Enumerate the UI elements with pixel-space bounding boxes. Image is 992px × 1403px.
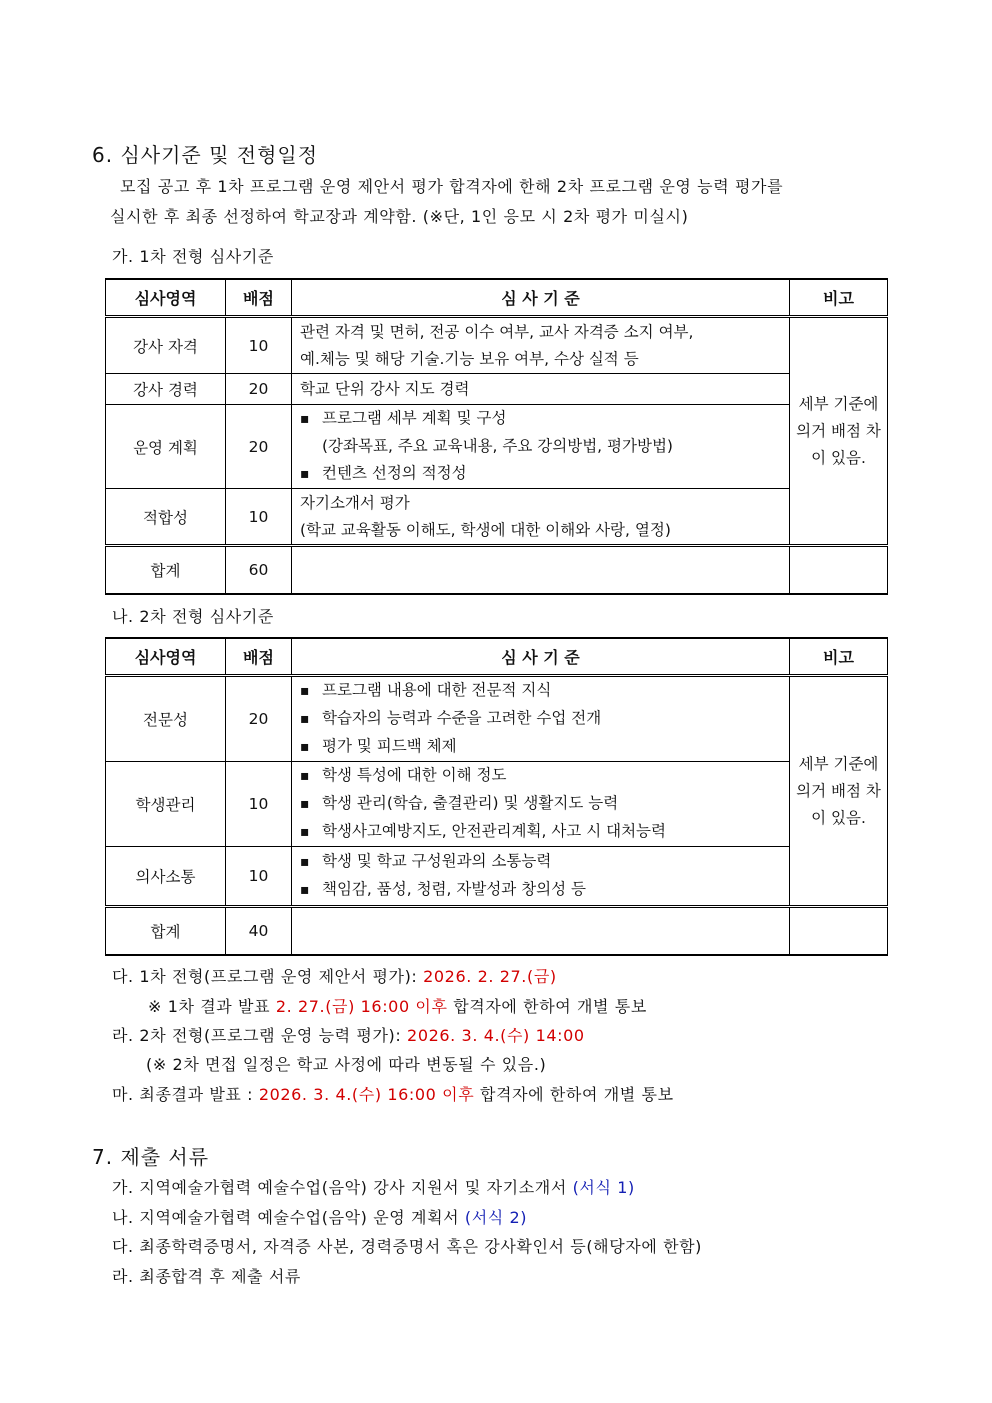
row-area: 학생관리 (106, 762, 226, 847)
header-area: 심사영역 (106, 638, 226, 676)
schedule-c-note-date: 2. 27.(금) 16:00 이후 (275, 997, 448, 1016)
row-area: 강사 경력 (106, 374, 226, 405)
subsection-b-title: 나. 2차 전형 심사기준 (112, 607, 274, 626)
row-score: 20 (226, 374, 292, 405)
first-stage-criteria-table (105, 278, 888, 595)
table-row (106, 374, 888, 405)
total-criteria-empty (292, 907, 790, 956)
schedule-c-label: 다. 1차 전형(프로그램 운영 제안서 평가): (112, 967, 424, 986)
row-criteria (292, 489, 790, 546)
submission-item-a-form: (서식 1) (572, 1178, 635, 1197)
schedule-c (112, 964, 557, 987)
total-criteria-empty (292, 546, 790, 595)
table-row (106, 676, 888, 762)
row-score: 10 (226, 762, 292, 847)
schedule-d (112, 1023, 585, 1046)
row-note: 세부 기준에 의거 배점 차이 있음. (790, 317, 888, 546)
subsection-a-title: 가. 1차 전형 심사기준 (112, 247, 274, 266)
total-label: 합계 (106, 546, 226, 595)
criteria-bullet: ▪ 학습자의 능력과 수준을 고려한 수업 전개 (300, 705, 781, 733)
row-note: 세부 기준에 의거 배점 차이 있음. (790, 676, 888, 907)
total-score: 60 (226, 546, 292, 595)
header-criteria: 심 사 기 준 (292, 279, 790, 317)
criteria-bullet: ▪ 프로그램 세부 계획 및 구성 (300, 405, 781, 433)
row-criteria (292, 317, 790, 374)
schedule-c-date: 2026. 2. 27.(금) (423, 967, 557, 986)
schedule-c-note (148, 994, 647, 1017)
schedule-d-label: 라. 2차 전형(프로그램 운영 능력 평가): (112, 1026, 408, 1045)
table-header-row (106, 279, 888, 317)
criteria-bullet: ▪ 학생사고예방지도, 안전관리계획, 사고 시 대처능력 (300, 818, 781, 846)
table-row (106, 762, 888, 847)
table-header-row (106, 638, 888, 676)
table-row (106, 405, 888, 489)
criteria-bullet: ▪ 학생 특성에 대한 이해 정도 (300, 762, 781, 790)
row-area: 운영 계획 (106, 405, 226, 489)
criteria-bullet: ▪ 학생 및 학교 구성원과의 소통능력 (300, 848, 781, 876)
row-criteria (292, 847, 790, 907)
table-row (106, 317, 888, 374)
row-area: 강사 자격 (106, 317, 226, 374)
row-criteria (292, 405, 790, 489)
row-score: 20 (226, 405, 292, 489)
criteria-bullet: ▪ 책임감, 품성, 청렴, 자발성과 창의성 등 (300, 876, 781, 904)
schedule-e (112, 1082, 674, 1105)
header-note: 비고 (790, 279, 888, 317)
second-stage-criteria-table (105, 637, 888, 956)
table-total-row (106, 546, 888, 595)
header-score: 배점 (226, 279, 292, 317)
section-6-intro-line1: 모집 공고 후 1차 프로그램 운영 제안서 평가 합격자에 한해 2차 프로그램 운영 능력 평가를 (120, 177, 784, 196)
schedule-d-date: 2026. 3. 4.(수) 14:00 (407, 1026, 585, 1045)
criteria-line: 자기소개서 평가 (300, 493, 410, 512)
row-area: 적합성 (106, 489, 226, 546)
header-area: 심사영역 (106, 279, 226, 317)
schedule-c-note-suffix: 합격자에 한하여 개별 통보 (447, 997, 647, 1016)
criteria-bullet: ▪ 컨텐츠 선정의 적정성 (300, 460, 781, 488)
schedule-c-note-prefix: ※ 1차 결과 발표 (148, 997, 276, 1016)
row-criteria: 학교 단위 강사 지도 경력 (292, 374, 790, 405)
total-note-empty (790, 907, 888, 956)
submission-item-a-text: 가. 지역예술가협력 예술수업(음악) 강사 지원서 및 자기소개서 (112, 1178, 573, 1197)
schedule-e-date: 2026. 3. 4.(수) 16:00 이후 (258, 1085, 475, 1104)
schedule-d-note: (※ 2차 면접 일정은 학교 사정에 따라 변동될 수 있음.) (146, 1055, 547, 1074)
row-criteria (292, 762, 790, 847)
header-criteria: 심 사 기 준 (292, 638, 790, 676)
header-note: 비고 (790, 638, 888, 676)
row-criteria (292, 676, 790, 762)
row-score: 10 (226, 317, 292, 374)
total-label: 합계 (106, 907, 226, 956)
criteria-bullet: ▪ 프로그램 내용에 대한 전문적 지식 (300, 677, 781, 705)
schedule-e-label: 마. 최종결과 발표 : (112, 1085, 259, 1104)
total-score: 40 (226, 907, 292, 956)
section-6-intro-line2: 실시한 후 최종 선정하여 학교장과 계약함. (※단, 1인 응모 시 2차 평가 미실시) (110, 207, 689, 226)
submission-item-a (112, 1175, 635, 1198)
criteria-line: 예.체능 및 해당 기술.기능 보유 여부, 수상 실적 등 (300, 349, 639, 368)
table-row (106, 489, 888, 546)
row-score: 10 (226, 847, 292, 907)
table-row (106, 847, 888, 907)
schedule-e-suffix: 합격자에 한하여 개별 통보 (474, 1085, 674, 1104)
submission-item-c: 다. 최종학력증명서, 자격증 사본, 경력증명서 혹은 강사확인서 등(해당자에 한함) (112, 1237, 703, 1256)
row-score: 10 (226, 489, 292, 546)
criteria-bullet: ▪ 학생 관리(학습, 출결관리) 및 생활지도 능력 (300, 790, 781, 818)
criteria-bullet: ▪ 평가 및 피드백 체제 (300, 733, 781, 761)
submission-item-b-form: (서식 2) (464, 1208, 528, 1227)
criteria-line: 관련 자격 및 면허, 전공 이수 여부, 교사 자격증 소지 여부, (300, 322, 694, 341)
row-score: 20 (226, 676, 292, 762)
submission-item-d: 라. 최종합격 후 제출 서류 (112, 1267, 301, 1286)
section-7-title: 7. 제출 서류 (92, 1145, 210, 1169)
row-area: 의사소통 (106, 847, 226, 907)
submission-item-b (112, 1205, 527, 1228)
criteria-line: (학교 교육활동 이해도, 학생에 대한 이해와 사랑, 열정) (300, 520, 671, 539)
total-note-empty (790, 546, 888, 595)
header-score: 배점 (226, 638, 292, 676)
criteria-bullet-sub: (강좌목표, 주요 교육내용, 주요 강의방법, 평가방법) (322, 437, 673, 455)
row-area: 전문성 (106, 676, 226, 762)
submission-item-b-text: 나. 지역예술가협력 예술수업(음악) 운영 계획서 (112, 1208, 465, 1227)
section-6-title: 6. 심사기준 및 전형일정 (92, 143, 319, 167)
table-total-row (106, 907, 888, 956)
